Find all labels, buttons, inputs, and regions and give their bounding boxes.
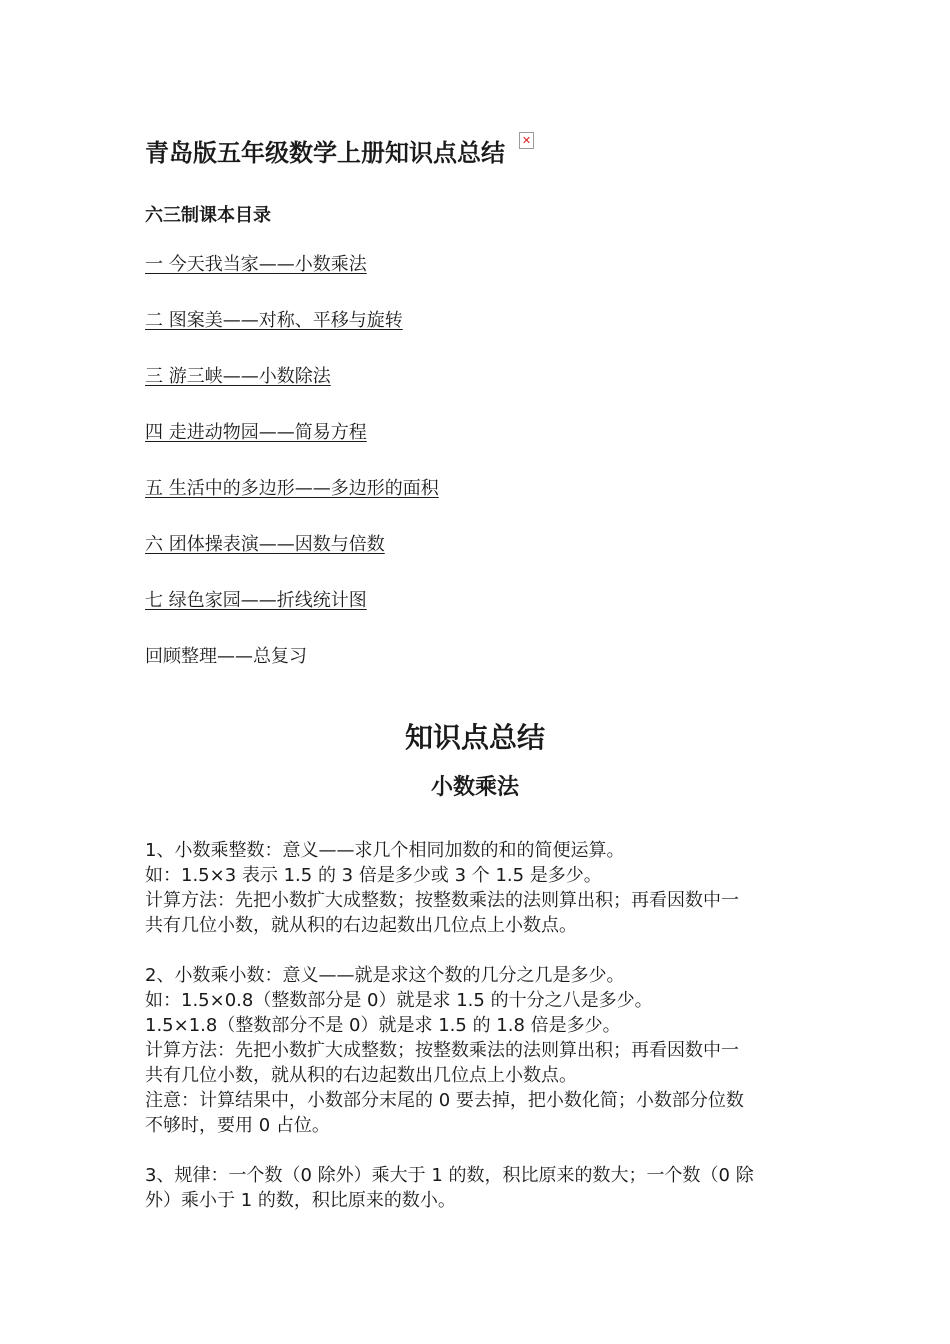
body-text bbox=[145, 838, 810, 1213]
toc-review-text: 回顾整理——总复习 bbox=[145, 646, 307, 667]
paragraph-line: 3、规律：一个数（0 除外）乘大于 1 的数，积比原来的数大；一个数（0 除 bbox=[145, 1165, 754, 1186]
paragraph-gap bbox=[145, 938, 810, 963]
toc-link-7[interactable]: 七 绿色家园——折线统计图 bbox=[145, 590, 367, 611]
toc-item bbox=[145, 253, 439, 309]
paragraph-line: 共有几位小数，就从积的右边起数出几位点上小数点。 bbox=[145, 1065, 577, 1086]
paragraph-line: 共有几位小数，就从积的右边起数出几位点上小数点。 bbox=[145, 915, 577, 936]
title-row bbox=[145, 134, 534, 169]
toc-item bbox=[145, 309, 439, 365]
toc-item bbox=[145, 365, 439, 421]
paragraph-line: 1.5×1.8（整数部分不是 0）就是求 1.5 的 1.8 倍是多少。 bbox=[145, 1015, 621, 1036]
toc-heading: 六三制课本目录 bbox=[145, 205, 271, 226]
paragraph-line: 2、小数乘小数：意义——就是求这个数的几分之几是多少。 bbox=[145, 965, 625, 986]
paragraph-line: 计算方法：先把小数扩大成整数；按整数乘法的法则算出积；再看因数中一 bbox=[145, 890, 739, 911]
toc-item bbox=[145, 421, 439, 477]
toc-link-3[interactable]: 三 游三峡——小数除法 bbox=[145, 366, 331, 387]
paragraph-line: 不够时，要用 0 占位。 bbox=[145, 1115, 330, 1136]
paragraph-line: 外）乘小于 1 的数，积比原来的数小。 bbox=[145, 1190, 456, 1211]
paragraph-line: 1、小数乘整数：意义——求几个相同加数的和的简便运算。 bbox=[145, 840, 625, 861]
toc-item bbox=[145, 533, 439, 589]
toc-link-2[interactable]: 二 图案美——对称、平移与旋转 bbox=[145, 310, 403, 331]
paragraph-gap bbox=[145, 1138, 810, 1163]
toc-link-1[interactable]: 一 今天我当家——小数乘法 bbox=[145, 254, 367, 275]
subsection-title: 小数乘法 bbox=[430, 775, 519, 800]
paragraph-line: 如：1.5×3 表示 1.5 的 3 倍是多少或 3 个 1.5 是多少。 bbox=[145, 865, 602, 886]
paragraph-line: 注意：计算结果中，小数部分末尾的 0 要去掉，把小数化简；小数部分位数 bbox=[145, 1090, 744, 1111]
toc-item bbox=[145, 645, 439, 701]
broken-image-icon: ✕ bbox=[519, 132, 534, 149]
document-title: 青岛版五年级数学上册知识点总结 bbox=[145, 139, 505, 167]
toc-item bbox=[145, 477, 439, 533]
paragraph-line: 如：1.5×0.8（整数部分是 0）就是求 1.5 的十分之八是多少。 bbox=[145, 990, 653, 1011]
toc-link-5[interactable]: 五 生活中的多边形——多边形的面积 bbox=[145, 478, 439, 499]
section-title: 知识点总结 bbox=[404, 721, 545, 754]
table-of-contents bbox=[145, 253, 439, 701]
toc-link-6[interactable]: 六 团体操表演——因数与倍数 bbox=[145, 534, 385, 555]
paragraph-line: 计算方法：先把小数扩大成整数；按整数乘法的法则算出积；再看因数中一 bbox=[145, 1040, 739, 1061]
toc-link-4[interactable]: 四 走进动物园——简易方程 bbox=[145, 422, 367, 443]
toc-item bbox=[145, 589, 439, 645]
